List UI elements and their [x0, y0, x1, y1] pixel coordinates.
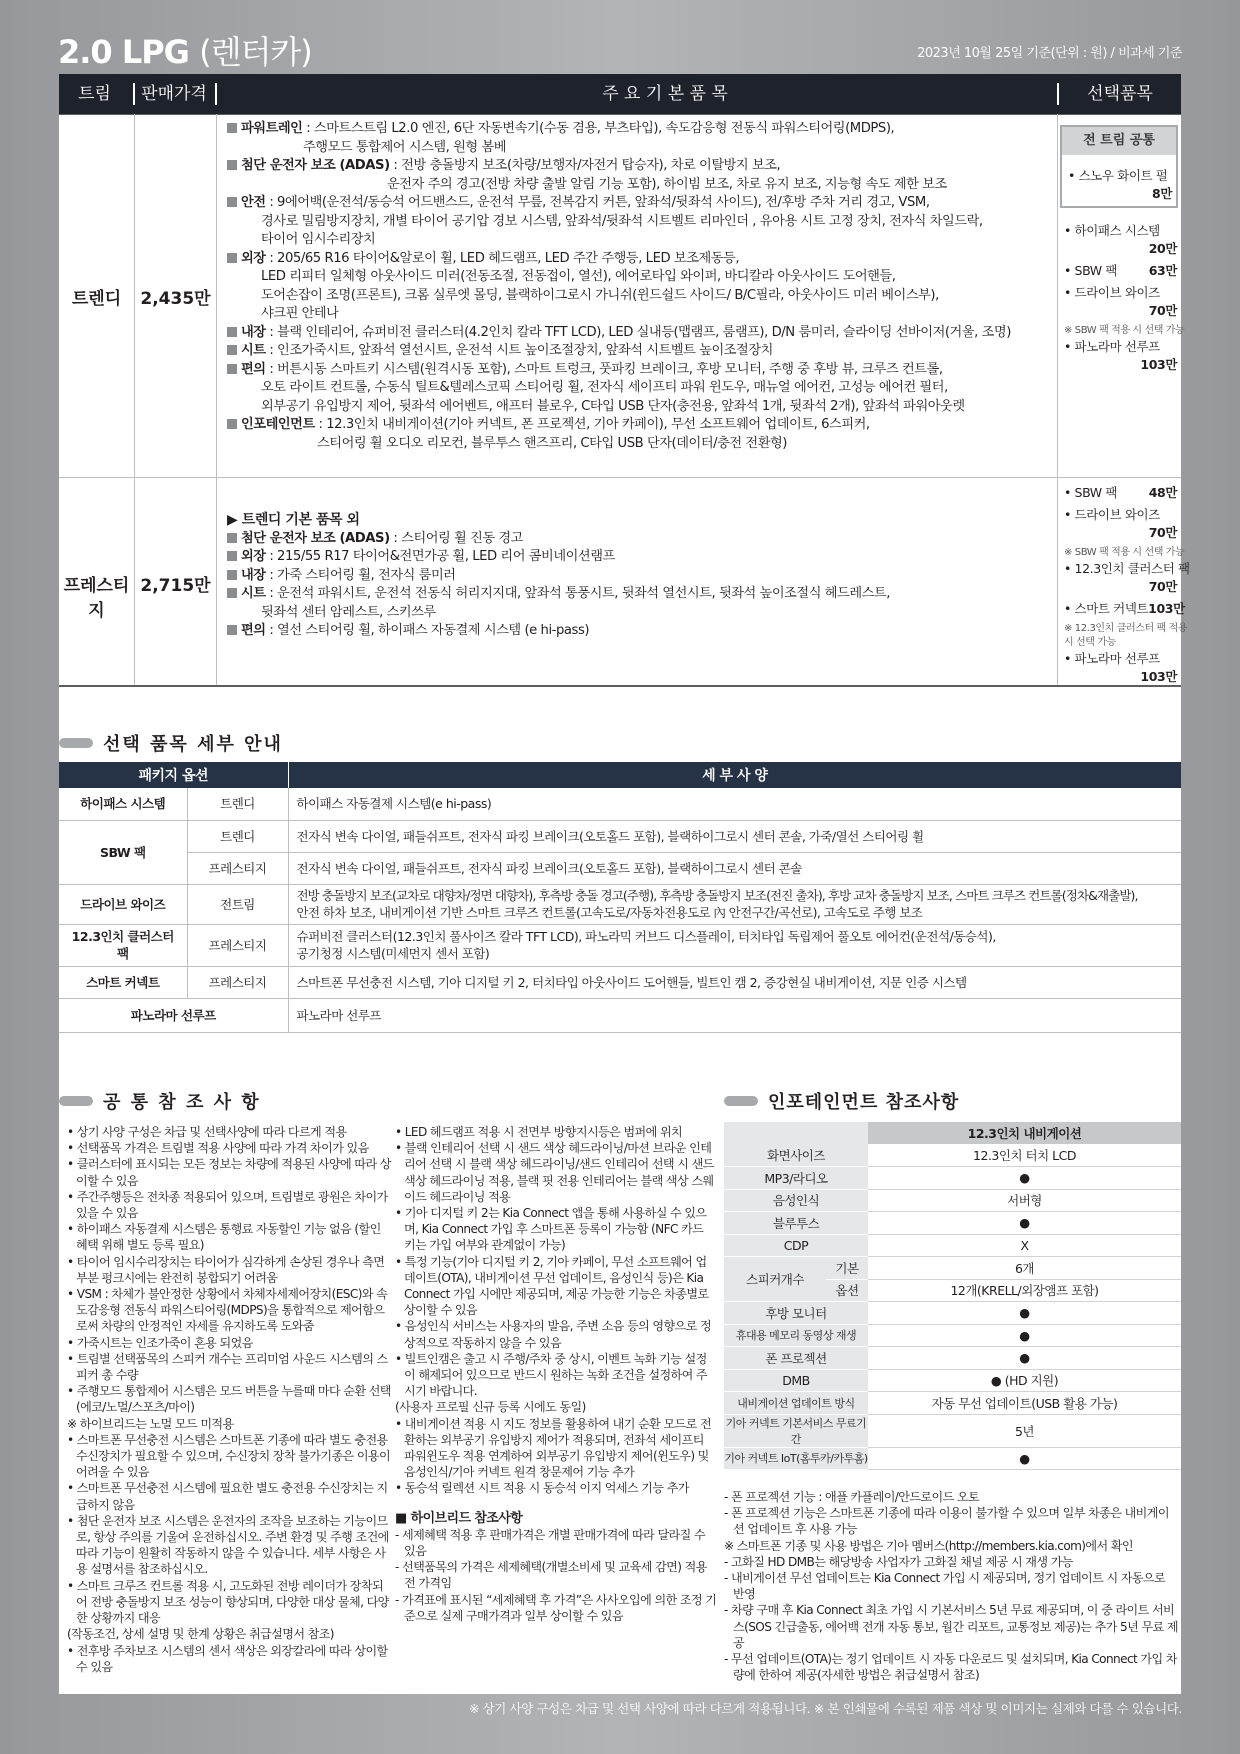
note-item: • LED 헤드램프 적용 시 전면부 방향지시등은 범퍼에 위치 [395, 1125, 683, 1139]
feature-label: 시트 [241, 343, 266, 358]
detail-section-title: 선택 품목 세부 안내 [103, 734, 283, 755]
hybrid-note-item: - 선택품목의 가격은 세제혜택(개별소비세 및 교육세 감면) 적용 전 가격임 [395, 1560, 707, 1591]
option-name: • 파노라마 선루프 [1064, 339, 1160, 354]
table-row [59, 884, 1181, 924]
col-divider [1057, 114, 1058, 685]
feature-line [227, 120, 1053, 139]
infotainment-table [724, 1122, 1181, 1470]
common-notes-col2 [395, 1124, 717, 1624]
page-title: 2.0 LPG (렌터카) [58, 33, 312, 71]
hybrid-note-item: - 세제혜택 적용 후 판매가격은 개별 판매가격에 따라 달라질 수 있음 [395, 1527, 706, 1559]
option-price: 103만 [1140, 669, 1177, 684]
option-row [1064, 262, 1177, 280]
header-price: 판매가격 [141, 84, 207, 104]
infotainment-label: 기아 커넥트 IoT(홈투카/카투홈) [724, 1447, 868, 1470]
spacer [1064, 374, 1177, 378]
note-item: • VSM : 차체가 불안정한 상황에서 차체자세제어장치(ESC)와 속도감응형 전동식 파워스티어링(MDPS)을 통합적으로 제어함으로써 차량의 안정적인 자세를 유지하도록 도와줌 [67, 1287, 388, 1334]
common-notes-title: 공 통 참 조 사 항 [103, 1092, 261, 1113]
note-item: • 선택품목 가격은 트림별 적용 사양에 따라 가격 차이가 있음 [67, 1141, 369, 1156]
note-item: - 차량 구매 후 Kia Connect 최초 가입 시 기본서비스 5년 무료 제공되며, 이 중 라이트 서비스(SOS 긴급출동, 에어백 전개 자동 통보, 월간 리포트, 교통정보 제공)는 추가 5년 무료 제공 [724, 1603, 1178, 1650]
feature-line [227, 416, 1053, 435]
infotainment-value: 12.3인치 터치 LCD [868, 1144, 1181, 1167]
trim-name-trendy: 트렌디 [71, 289, 122, 309]
table-row [59, 998, 1181, 1032]
feature-text: : 인조가죽시트, 앞좌석 열선시트, 운전석 시트 높이조절장치, 앞좌석 시트벨트 높이조절장치 [265, 343, 773, 358]
common-options-head: 전 트림 공통 [1062, 127, 1176, 155]
infotainment-value: 6개 [868, 1257, 1181, 1280]
option-name: • 12.3인치 클러스터 팩 [1064, 561, 1190, 576]
note-item: • 블랙 인테리어 선택 시 샌드 색상 헤드라이닝/마션 브라운 인테리어 선택 시 블랙 색상 헤드라이닝/샌드 인테리어 선택 시 샌드 색상 헤드라이닝 적용, 블랙 핏 전용 인테리어는 블랙 색상 스웨이드 헤드라이닝 적용 [395, 1141, 714, 1204]
spacer [1064, 686, 1177, 690]
table-row [59, 924, 1181, 966]
note-item: • 주행모드 통합제어 시스템은 모드 버튼을 누를때 마다 순환 선택(에코/노멀/스포츠/마이) [67, 1384, 391, 1415]
desc-line: 안전 하차 보조, 내비게이션 기반 스마트 크루즈 컨트롤(고속도로/자동차전용도로 內 안전구간/곡선로), 고속도로 주행 보조 [296, 905, 923, 920]
bullet-square-icon [227, 160, 237, 170]
feature-text: : 열선 스티어링 휠, 하이패스 자동결제 시스템 (e hi-pass) [265, 623, 590, 638]
note-item: • 가죽시트는 인조가죽이 혼용 되었음 [67, 1335, 253, 1350]
infotainment-value: ● [868, 1324, 1181, 1347]
feature-line [227, 548, 1053, 567]
feature-text: : 205/65 R16 타이어&알로이 휠, LED 헤드램프, LED 주간 주행등, LED 보조제동등, [265, 250, 740, 266]
col-package: 패키지 옵션 [59, 762, 288, 788]
feature-line [227, 585, 1053, 604]
package-name: SBW 팩 [59, 820, 187, 884]
trendy-options [1064, 222, 1185, 378]
header-trim: 트림 [78, 84, 111, 104]
infotainment-sublabel: 옵션 [826, 1279, 868, 1302]
feature-text: : 블랙 인테리어, 슈퍼비전 클러스터(4.2인치 칼라 TFT LCD), LED 실내등(맵램프, 룸램프), D/N 룸미러, 슬라이딩 선바이저(거울, 조명) [265, 324, 1011, 340]
common-options-box [1060, 125, 1178, 208]
package-trim: 트렌디 [187, 820, 288, 852]
option-name: • SBW 팩 [1064, 263, 1118, 278]
package-trim: 프레스티지 [187, 966, 288, 998]
note-item: • 전후방 주차보조 시스템의 센서 색상은 외장칼라에 따라 상이할 수 있음 [67, 1643, 388, 1674]
intro-line: ▶ 트렌디 기본 품목 외 [227, 512, 360, 528]
note-item: - 고화질 HD DMB는 해당방송 사업자가 고화질 채널 제공 시 재생 가능 [724, 1554, 1073, 1569]
package-trim: 프레스티지 [187, 924, 288, 966]
note-item: • 스마트폰 무선충전 시스템에 필요한 별도 충전용 수신장치는 지급하지 않음 [67, 1481, 388, 1512]
infotainment-row [724, 1144, 1181, 1167]
infotainment-value: 12개(KRELL/외장앰프 포함) [868, 1279, 1181, 1302]
trendy-features [227, 120, 1053, 453]
option-note: ※ SBW 팩 적용 시 선택 가능 [1064, 325, 1185, 336]
infotainment-row [724, 1324, 1181, 1347]
infotainment-value: 자동 무선 업데이트(USB 활용 가능) [868, 1392, 1181, 1415]
feature-continuation: 주행모드 통합제어 시스템, 원형 봄베 [303, 139, 507, 155]
spec-sheet [59, 74, 1190, 1694]
feature-label: 외장 [241, 549, 266, 564]
infotainment-label: 폰 프로젝션 [724, 1347, 868, 1370]
infotainment-col-header: 12.3인치 내비게이션 [868, 1122, 1181, 1144]
feature-continuation: 타이어 임시수리장치 [261, 232, 376, 247]
note-item: • 음성인식 서비스는 사용자의 발음, 주변 소음 등의 영향으로 정상적으로 작동하지 않을 수 있음 [395, 1319, 712, 1350]
bullet-square-icon [227, 197, 237, 207]
option-name: • SBW 팩 [1064, 485, 1118, 500]
note-item: - 폰 프로젝션 기능은 스마트폰 기종에 따라 이용이 불가할 수 있으며 일부 차종은 내비게이션 업데이트 후 사용 가능 [724, 1506, 1169, 1537]
option-price: 70만 [1148, 579, 1177, 594]
infotainment-row [724, 1212, 1181, 1235]
bullet-square-icon [227, 345, 237, 355]
package-desc [288, 884, 1181, 924]
spacer [395, 1497, 717, 1511]
feature-text: : 스마트스트림 L2.0 엔진, 6단 자동변속기(수동 겸용, 부츠타입), 속도감응형 전동식 파워스티어링(MDPS), [302, 121, 895, 136]
section-pill [59, 738, 93, 748]
feature-continuation: 외부공기 유입방지 제어, 뒷좌석 에어벤트, 애프터 블로우, C타입 USB 단자(충전용, 앞좌석 1개, 뒷좌석 2개), 앞좌석 파워아웃렛 [261, 398, 965, 414]
bullet-square-icon [227, 551, 237, 561]
infotainment-value: ● [868, 1167, 1181, 1190]
option-note: 시 선택 가능 [1064, 637, 1116, 648]
option-detail-table [59, 762, 1181, 1033]
hybrid-note-item: - 가격표에 표시된 “세제혜택 후 가격”은 사사오입에 의한 조정 기준으로 실제 구매가격과 일부 상이할 수 있음 [395, 1592, 717, 1623]
package-trim: 프레스티지 [187, 852, 288, 884]
infotainment-corner [724, 1122, 868, 1144]
note-item: • 상기 사양 구성은 차급 및 선택사양에 따라 다르게 적용 [67, 1125, 347, 1139]
prestige-options [1064, 484, 1190, 690]
common-notes-col1 [67, 1124, 392, 1675]
package-desc: 스마트폰 무선충전 시스템, 기아 디지털 키 2, 터치타입 아웃사이드 도어핸들, 빌트인 캠 2, 증강현실 내비게이션, 지문 인증 시스템 [288, 966, 1181, 998]
note-item: • 특정 기능(기아 디지털 키 2, 기아 카페이, 무선 소프트웨어 업데이트(OTA), 내비게이션 무선 업데이트, 음성인식 등)은 Kia Connect 가입 시에만 제공되며, 제공 가능한 기능은 차종별로 상이할 수 있음 [395, 1254, 709, 1318]
package-name: 파노라마 선루프 [59, 998, 288, 1032]
feature-continuation: 경사로 밀림방지장치, 개별 타이어 공기압 경보 시스템, 앞좌석/뒷좌석 시트벨트 리마인더 , 유아용 시트 고정 장치, 전자식 차일드락, [261, 213, 983, 229]
table-row [59, 820, 1181, 852]
infotainment-label: MP3/라디오 [724, 1167, 868, 1190]
option-price: 20만 [1148, 241, 1177, 256]
package-name: 스마트 커넥트 [59, 966, 187, 998]
trim-price-prestige: 2,715만 [140, 576, 211, 596]
option-price: 103만 [1148, 601, 1185, 616]
note-item: • 빌트인캠은 출고 시 주행/주차 중 상시, 이벤트 녹화 기능 설정이 해제되어 있으므로 반드시 원하는 녹화 조건을 설정하여 주시기 바랍니다. [395, 1351, 708, 1399]
infotainment-row [724, 1257, 1181, 1280]
infotainment-label: 블루투스 [724, 1212, 868, 1235]
infotainment-value: X [868, 1234, 1181, 1257]
infotainment-label: CDP [724, 1234, 868, 1257]
infotainment-sublabel: 기본 [826, 1257, 868, 1280]
common-option-item [1068, 167, 1172, 203]
section-pill [59, 1096, 93, 1106]
infotainment-notes [724, 1489, 1179, 1683]
option-row [1064, 600, 1185, 618]
note-item: ※ 스마트폰 기종 및 사용 방법은 기아 멤버스(http://members.kia.com)에서 확인 [724, 1538, 1133, 1553]
table-row [59, 788, 1181, 820]
option-price: 48만 [1148, 485, 1177, 500]
note-item: • 첨단 운전자 보조 시스템은 운전자의 조작을 보조하는 기능이므로, 항상 주의를 기울여 운전하십시오. 주변 환경 및 주행 조건에 따라 기능이 원활히 작동하지 않을 수 있습니다. 세부 사항은 사용 설명서를 참조하십시오. [67, 1513, 389, 1577]
option-note: ※ SBW 팩 적용 시 선택 가능 [1064, 547, 1185, 558]
option-name: • 스마트 커넥트 [1064, 601, 1149, 616]
bullet-square-icon [227, 570, 237, 580]
feature-text: : 가죽 스티어링 휠, 전자식 룸미러 [265, 567, 456, 583]
table-rule [59, 685, 1181, 687]
prestige-features [227, 511, 1053, 641]
infotainment-row [724, 1369, 1181, 1392]
feature-label: 편의 [241, 361, 266, 377]
feature-continuation: 도어손잡이 조명(프론트), 크롬 실루엣 몰딩, 블랙하이그로시 가니쉬(윈드쉴드 사이드/ B/C필라, 아웃사이드 미러 베이스부), [261, 287, 939, 303]
feature-text: : 9에어백(운전석/동승석 어드밴스드, 운전석 무릎, 전복감지 커튼, 앞좌석/뒷좌석 사이드), 전/후방 주차 거리 경고, VSM, [265, 195, 930, 210]
col-divider [134, 114, 135, 685]
infotainment-label: 기아 커넥트 기본서비스 무료기간 [724, 1414, 868, 1447]
price-basis-note: 2023년 10월 25일 기준(단위 : 원) / 비과세 기준 [917, 46, 1182, 61]
feature-line [227, 250, 1053, 269]
feature-label: 시트 [241, 586, 266, 601]
infotainment-value: 서버형 [868, 1189, 1181, 1212]
header-options: 선택품목 [1087, 84, 1153, 104]
feature-text: : 전방 충돌방지 보조(차량/보행자/자전거 탑승자), 차로 이탈방지 보조, [389, 158, 781, 173]
package-desc: 파노라마 선루프 [288, 998, 1181, 1032]
package-name-text: 드라이브 와이즈 [80, 896, 166, 912]
infotainment-label: 내비게이션 업데이트 방식 [724, 1392, 868, 1415]
infotainment-value: ● [868, 1212, 1181, 1235]
infotainment-value: ● (HD 지원) [868, 1369, 1181, 1392]
table-row [59, 852, 1181, 884]
infotainment-label: 화면사이즈 [724, 1144, 868, 1167]
infotainment-value: ● [868, 1347, 1181, 1370]
infotainment-title: 인포테인먼트 참조사항 [768, 1092, 960, 1113]
feature-line [227, 567, 1053, 586]
feature-line [227, 157, 1053, 176]
package-name [59, 884, 187, 924]
feature-text: : 12.3인치 내비게이션(기아 커넥트, 폰 프로젝션, 기아 카페이), 무선 소프트웨어 업데이트, 6스피커, [314, 417, 870, 432]
hybrid-notes-title: ■ 하이브리드 참조사항 [395, 1510, 523, 1526]
feature-text: : 215/55 R17 타이어&전면가공 휠, LED 리어 콤비네이션램프 [265, 549, 615, 564]
feature-line [227, 361, 1053, 380]
table-rule [59, 114, 1181, 115]
infotainment-label: 음성인식 [724, 1189, 868, 1212]
col-divider [216, 114, 217, 685]
desc-line: 공기청정 시스템(미세먼지 센서 포함) [296, 946, 490, 961]
infotainment-row [724, 1189, 1181, 1212]
note-item: - 무선 업데이트(OTA)는 정기 업데이트 시 자동 다운로드 및 설치되며, Kia Connect 가입 차량에 한하여 제공(자세한 방법은 취급설명서 참조) [724, 1652, 1177, 1683]
bullet-square-icon [227, 123, 237, 133]
infotainment-row [724, 1392, 1181, 1415]
option-price: 63만 [1148, 263, 1177, 278]
package-desc: 전자식 변속 다이얼, 패들쉬프트, 전자식 파킹 브레이크(오토홀드 포함), 블랙하이그로시 센터 콘솔 [288, 852, 1181, 884]
feature-line [227, 324, 1053, 343]
feature-continuation: 뒷좌석 센터 암레스트, 스키쓰루 [261, 604, 436, 620]
note-item: • 내비게이션 적용 시 지도 정보를 활용하여 내기 순환 모드로 전환하는 외부공기 유입방지 제어가 적용되며, 전좌석 세이프티 파워윈도우 적용 연계하여 외부공기 유입방지 제어(윈도우) 및 음성인식/기아 커넥트 원격 창문제어 기능 추가 [395, 1416, 712, 1480]
feature-continuation: 오토 라이트 컨트롤, 수동식 틸트&텔레스코픽 스티어링 휠, 전자식 세이프티 파워 윈도우, 매뉴얼 에어컨, 고성능 에어컨 필터, [261, 380, 948, 395]
bullet-square-icon [227, 533, 237, 543]
note-item: (사용자 프로필 신규 등록 시에도 동일) [395, 1400, 586, 1415]
infotainment-row [724, 1347, 1181, 1370]
common-option-name: • 스노우 화이트 펄 [1068, 168, 1168, 183]
feature-line [227, 530, 1053, 549]
note-item: • 타이어 임시수리장치는 타이어가 심각하게 손상된 경우나 측면부분 펑크시에는 완전히 봉합되기 어려움 [67, 1254, 385, 1285]
note-item: • 하이패스 자동결제 시스템은 통행료 자동할인 기능 없음 (할인 혜택 위해 별도 등록 필요) [67, 1222, 381, 1253]
note-item: • 주간주행등은 전차종 적용되어 있으며, 트림별로 광원은 차이가 있을 수 있음 [67, 1189, 388, 1221]
feature-continuation: 샤크핀 안테나 [261, 306, 339, 321]
bullet-square-icon [227, 253, 237, 263]
desc-line: 슈퍼비전 클러스터(12.3인치 풀사이즈 칼라 TFT LCD), 파노라믹 커브드 디스플레이, 터치타입 독립제어 풀오토 에어컨(운전석/동승석), [296, 929, 996, 944]
feature-label: 안전 [241, 195, 266, 210]
option-note: ※ 12.3인치 클러스터 팩 적용 [1064, 623, 1188, 634]
package-name: 하이패스 시스템 [59, 788, 187, 820]
col-detail: 세 부 사 양 [288, 762, 1181, 788]
note-item: • 기아 디지털 키 2는 Kia Connect 앱을 통해 사용하실 수 있으며, Kia Connect 가입 후 스마트폰 등록이 가능함 (NFC 카드 키는 가입 여부와 관계없이 가능) [395, 1206, 707, 1253]
bullet-square-icon [227, 364, 237, 374]
option-name: • 하이패스 시스템 [1064, 223, 1160, 238]
feature-label: 외장 [241, 250, 266, 266]
trim-price-trendy: 2,435만 [140, 289, 211, 309]
infotainment-row [724, 1234, 1181, 1257]
infotainment-label: 후방 모니터 [724, 1302, 868, 1325]
feature-label: 인포테인먼트 [241, 417, 315, 432]
infotainment-row [724, 1302, 1181, 1325]
desc-line: 전방 충돌방지 보조(교차로 대향차/정면 대향차), 후측방 충돌 경고(주행), 후측방 충돌방지 보조(전진 출차), 후방 교차 충돌방지 보조, 스마트 크루즈 컨트롤(정차&재출발), [296, 888, 1138, 903]
feature-line [227, 622, 1053, 641]
package-trim: 트렌디 [187, 788, 288, 820]
feature-continuation: LED 리피터 일체형 아웃사이드 미러(전동조절, 전동접이, 열선), 에어로타입 와이퍼, 바디칼라 아웃사이드 도어핸들, [261, 269, 896, 284]
infotainment-row [724, 1414, 1181, 1447]
feature-continuation: 스티어링 휠 오디오 리모컨, 블루투스 핸즈프리, C타입 USB 단자(데이터/충전 전환형) [317, 435, 787, 451]
infotainment-label: DMB [724, 1369, 868, 1392]
option-name: • 드라이브 와이즈 [1064, 507, 1160, 522]
bullet-square-icon [227, 588, 237, 598]
bullet-square-icon [227, 327, 237, 337]
table-row [59, 966, 1181, 998]
note-item: - 폰 프로젝션 기능 : 애플 카플레이/안드로이드 오토 [724, 1490, 980, 1504]
note-item: (작동조건, 상세 설명 및 한계 상황은 취급설명서 참조) [67, 1627, 334, 1642]
bullet-square-icon [227, 419, 237, 429]
feature-label: 내장 [241, 567, 266, 583]
feature-label: 첨단 운전자 보조 (ADAS) [241, 158, 390, 173]
common-option-price: 8만 [1152, 186, 1172, 201]
header-basic-features: 주 요 기 본 품 목 [602, 84, 728, 104]
note-item: • 동승석 릴렉션 시트 적용 시 동승석 이지 억세스 기능 추가 [395, 1481, 689, 1496]
note-item: • 클러스터에 표시되는 모든 정보는 차량에 적용된 사양에 따라 상이할 수 있음 [67, 1157, 391, 1188]
feature-label: 내장 [241, 324, 266, 340]
feature-text: : 스티어링 휠 진동 경고 [389, 530, 523, 546]
package-desc [288, 924, 1181, 966]
feature-text: : 버튼시동 스마트키 시스템(원격시동 포함), 스마트 트렁크, 풋파킹 브레이크, 후방 모니터, 주행 중 후방 뷰, 크루즈 컨트롤, [265, 361, 943, 377]
feature-label: 첨단 운전자 보조 (ADAS) [241, 530, 390, 546]
infotainment-label: 휴대용 메모리 동영상 재생 [724, 1324, 868, 1347]
feature-line [227, 194, 1053, 213]
infotainment-label: 스피커개수 [724, 1257, 826, 1302]
infotainment-value: ● [868, 1447, 1181, 1470]
feature-continuation: 운전자 주의 경고(전방 차량 출발 알림 기능 포함), 하이빔 보조, 차로 유지 보조, 지능형 속도 제한 보조 [387, 176, 947, 192]
note-item: • 스마트폰 무선충전 시스템은 스마트폰 기종에 따라 별도 충전용 수신장치가 필요할 수 있으며, 수신장치 장착 불가기종은 이용이 어려울 수 있음 [67, 1432, 391, 1480]
package-desc: 전자식 변속 다이얼, 패들쉬프트, 전자식 파킹 브레이크(오토홀드 포함), 블랙하이그로시 센터 콘솔, 가죽/열선 스티어링 휠 [288, 820, 1181, 852]
bullet-square-icon [227, 625, 237, 635]
option-name: • 드라이브 와이즈 [1064, 285, 1160, 300]
section-pill [724, 1096, 758, 1106]
row-divider [59, 477, 1181, 478]
feature-label: 편의 [241, 623, 266, 638]
infotainment-value: ● [868, 1302, 1181, 1325]
feature-label: 파워트레인 [241, 121, 303, 136]
infotainment-row [724, 1447, 1181, 1470]
infotainment-value: 5년 [868, 1414, 1181, 1447]
option-name: • 파노라마 선루프 [1064, 651, 1160, 666]
package-desc: 하이패스 자동결제 시스템(e hi-pass) [288, 788, 1181, 820]
package-trim: 전트림 [187, 884, 288, 924]
note-item: • 스마트 크루즈 컨트롤 적용 시, 고도화된 전방 레이더가 장착되어 전방 충돌방지 보조 성능이 향상되며, 다양한 대상 물체, 다양한 상황까지 대응 [67, 1578, 389, 1626]
infotainment-row [724, 1167, 1181, 1190]
note-item: • 트림별 선택품목의 스피커 개수는 프리미엄 사운드 시스템의 스피커 총 수량 [67, 1351, 388, 1383]
footer-note: ※ 상기 사양 구성은 차급 및 선택 사양에 따라 다르게 적용됩니다. ※ 본 인쇄물에 수록된 제품 색상 및 이미지는 실제와 다를 수 있습니다. [468, 1701, 1182, 1716]
trim-table-header [59, 74, 1181, 114]
option-row [1064, 484, 1177, 502]
note-item: - 내비게이션 무선 업데이트는 Kia Connect 가입 시 제공되며, 정기 업데이트 시 자동으로 반영 [724, 1571, 1166, 1602]
package-name: 12.3인치 클러스터 팩 [59, 924, 187, 966]
option-price: 70만 [1148, 525, 1177, 540]
option-price: 70만 [1148, 303, 1177, 318]
note-item: ※ 하이브리드는 노멀 모드 미적용 [67, 1416, 234, 1431]
feature-line [227, 342, 1053, 361]
trim-name-prestige: 프레스티지 [63, 576, 130, 621]
feature-text: : 운전석 파워시트, 운전석 전동식 허리지지대, 앞좌석 통풍시트, 뒷좌석 열선시트, 뒷좌석 높이조절식 헤드레스트, [265, 586, 890, 601]
option-price: 103만 [1140, 357, 1177, 372]
